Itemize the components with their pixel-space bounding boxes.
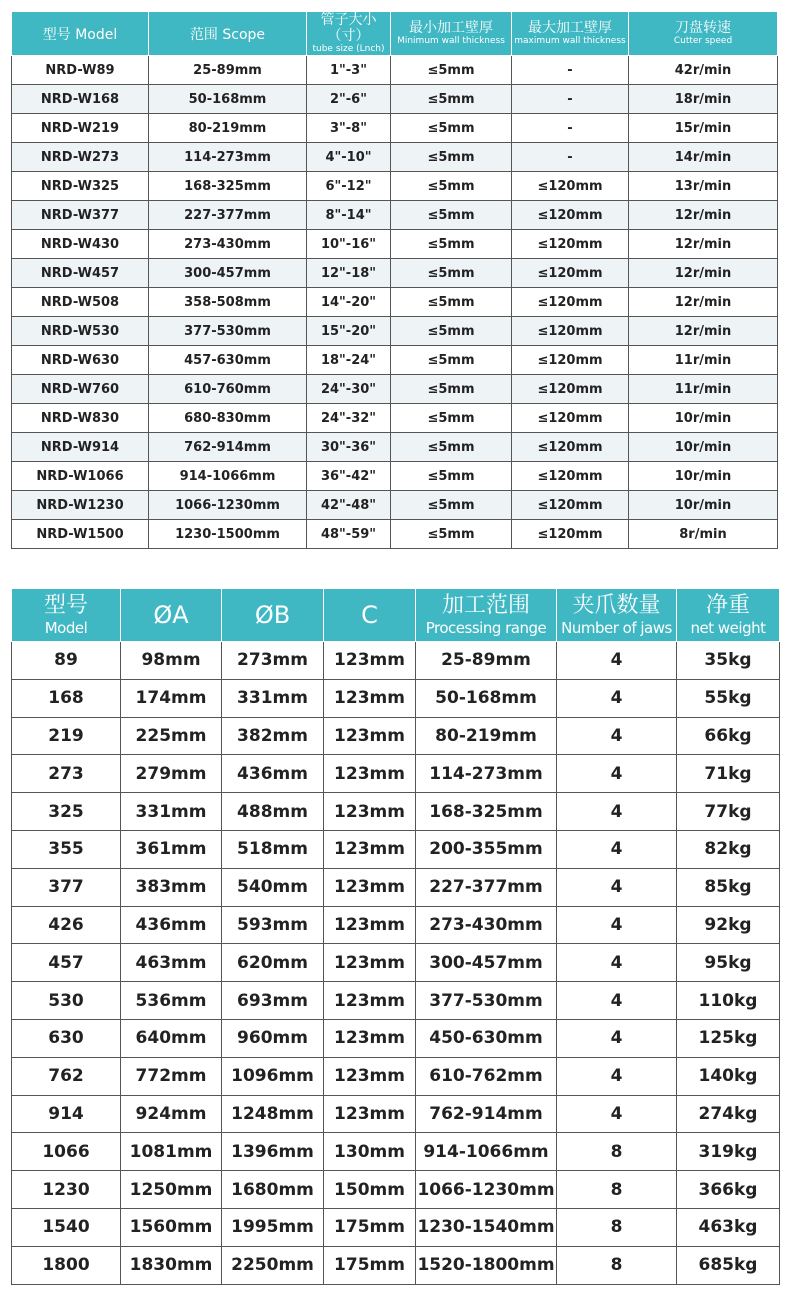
table-cell: 123mm: [324, 868, 416, 906]
table-cell: ≤5mm: [391, 462, 512, 491]
table-cell: ≤120mm: [512, 201, 629, 230]
table-cell: 2"-6": [307, 85, 391, 114]
table-cell: 1520-1800mm: [416, 1246, 557, 1284]
table-row: [12, 1171, 780, 1209]
table-cell: 200-355mm: [416, 830, 557, 868]
table-row: [12, 679, 780, 717]
table-cell: 168: [12, 679, 121, 717]
table-row: [12, 642, 780, 680]
table-cell: ≤5mm: [391, 172, 512, 201]
table-cell: 488mm: [222, 793, 324, 831]
table-cell: NRD-W1230: [12, 491, 149, 520]
table-row: [12, 346, 778, 375]
table-row: [12, 830, 780, 868]
table-cell: 914: [12, 1095, 121, 1133]
table-cell: 274kg: [677, 1095, 780, 1133]
table-cell: 8: [557, 1208, 677, 1246]
table-cell: 24"-30": [307, 375, 391, 404]
table-cell: 3"-8": [307, 114, 391, 143]
table-cell: 95kg: [677, 944, 780, 982]
table-cell: 536mm: [121, 982, 222, 1020]
table-cell: 85kg: [677, 868, 780, 906]
table-cell: 331mm: [121, 793, 222, 831]
table-row: [12, 288, 778, 317]
table-cell: 123mm: [324, 1057, 416, 1095]
table-cell: 1830mm: [121, 1246, 222, 1284]
table-cell: 8: [557, 1133, 677, 1171]
table-cell: 4: [557, 906, 677, 944]
table-cell: ≤5mm: [391, 288, 512, 317]
table-row: [12, 717, 780, 755]
table-cell: 383mm: [121, 868, 222, 906]
table-cell: 12r/min: [629, 259, 778, 288]
table-cell: NRD-W430: [12, 230, 149, 259]
table-cell: 8r/min: [629, 520, 778, 549]
table-row: [12, 230, 778, 259]
table-cell: 89: [12, 642, 121, 680]
table-cell: 123mm: [324, 1095, 416, 1133]
table-cell: 8"-14": [307, 201, 391, 230]
table-cell: NRD-W1066: [12, 462, 149, 491]
table-cell: ≤120mm: [512, 346, 629, 375]
table-cell: 4: [557, 982, 677, 1020]
table-cell: 593mm: [222, 906, 324, 944]
table-cell: 457-630mm: [149, 346, 307, 375]
table-cell: 1230: [12, 1171, 121, 1209]
table-cell: 80-219mm: [416, 717, 557, 755]
table-cell: 426: [12, 906, 121, 944]
table-cell: ≤5mm: [391, 375, 512, 404]
table-cell: ≤120mm: [512, 520, 629, 549]
table-cell: 377-530mm: [149, 317, 307, 346]
header-diameter-b: ØB: [222, 589, 324, 642]
table-row: [12, 755, 780, 793]
table-cell: 1066-1230mm: [149, 491, 307, 520]
table-row: [12, 1057, 780, 1095]
table-cell: ≤120mm: [512, 375, 629, 404]
table-cell: ≤5mm: [391, 143, 512, 172]
table-header-row: [12, 12, 778, 56]
table-cell: ≤5mm: [391, 491, 512, 520]
table-cell: 762-914mm: [416, 1095, 557, 1133]
table-cell: 13r/min: [629, 172, 778, 201]
table-cell: 227-377mm: [149, 201, 307, 230]
table-cell: 2250mm: [222, 1246, 324, 1284]
table-cell: 25-89mm: [149, 56, 307, 85]
table-cell: 123mm: [324, 642, 416, 680]
table-cell: 123mm: [324, 1019, 416, 1057]
table-cell: 55kg: [677, 679, 780, 717]
table-cell: 80-219mm: [149, 114, 307, 143]
table-cell: 71kg: [677, 755, 780, 793]
header-net-weight: 净重 net weight: [677, 589, 780, 642]
table-cell: 50-168mm: [416, 679, 557, 717]
table-cell: 11r/min: [629, 346, 778, 375]
table-cell: 123mm: [324, 679, 416, 717]
table-cell: -: [512, 85, 629, 114]
table-body: [12, 642, 780, 1285]
table-cell: 1250mm: [121, 1171, 222, 1209]
table-row: [12, 520, 778, 549]
table-cell: 123mm: [324, 793, 416, 831]
table-cell: 10r/min: [629, 433, 778, 462]
table-cell: 8: [557, 1171, 677, 1209]
table-cell: 319kg: [677, 1133, 780, 1171]
table-cell: 914-1066mm: [416, 1133, 557, 1171]
table-cell: 227-377mm: [416, 868, 557, 906]
table-cell: 1995mm: [222, 1208, 324, 1246]
table-cell: 1066: [12, 1133, 121, 1171]
table-cell: 377-530mm: [416, 982, 557, 1020]
table-cell: ≤120mm: [512, 172, 629, 201]
table-cell: 331mm: [222, 679, 324, 717]
table-cell: 4: [557, 1095, 677, 1133]
table-cell: ≤5mm: [391, 433, 512, 462]
table-cell: 1230-1540mm: [416, 1208, 557, 1246]
table-cell: 123mm: [324, 830, 416, 868]
table-row: [12, 56, 778, 85]
table-cell: 540mm: [222, 868, 324, 906]
header-c: C: [324, 589, 416, 642]
table-row: [12, 1246, 780, 1284]
header-model: 型号 Model: [12, 12, 149, 56]
table-row: [12, 793, 780, 831]
table-cell: 130mm: [324, 1133, 416, 1171]
table-cell: 1540: [12, 1208, 121, 1246]
table-cell: 18"-24": [307, 346, 391, 375]
table-row: [12, 868, 780, 906]
table-cell: 8: [557, 1246, 677, 1284]
table-row: [12, 462, 778, 491]
table-row: [12, 944, 780, 982]
table-cell: 15r/min: [629, 114, 778, 143]
header-diameter-a: ØA: [121, 589, 222, 642]
table-cell: ≤120mm: [512, 230, 629, 259]
table-cell: 325: [12, 793, 121, 831]
table-row: [12, 85, 778, 114]
table-cell: 174mm: [121, 679, 222, 717]
table-cell: 12r/min: [629, 230, 778, 259]
table-cell: 10r/min: [629, 462, 778, 491]
table-cell: 4: [557, 830, 677, 868]
table-cell: ≤120mm: [512, 491, 629, 520]
table-cell: ≤120mm: [512, 404, 629, 433]
table-row: [12, 491, 778, 520]
table-cell: 960mm: [222, 1019, 324, 1057]
table-cell: 35kg: [677, 642, 780, 680]
table-cell: 10"-16": [307, 230, 391, 259]
table-cell: 25-89mm: [416, 642, 557, 680]
table-cell: 168-325mm: [416, 793, 557, 831]
table-cell: ≤5mm: [391, 346, 512, 375]
table-cell: 175mm: [324, 1246, 416, 1284]
table-cell: 273-430mm: [416, 906, 557, 944]
table-row: [12, 1095, 780, 1133]
table-cell: 610-760mm: [149, 375, 307, 404]
table-cell: ≤5mm: [391, 56, 512, 85]
header-model: 型号 Model: [12, 589, 121, 642]
table-cell: 1680mm: [222, 1171, 324, 1209]
table-cell: 436mm: [222, 755, 324, 793]
table-cell: 123mm: [324, 717, 416, 755]
chuck-spec-table: [11, 588, 780, 1285]
table-cell: NRD-W325: [12, 172, 149, 201]
table-cell: 6"-12": [307, 172, 391, 201]
table-cell: 168-325mm: [149, 172, 307, 201]
table-cell: 30"-36": [307, 433, 391, 462]
table-row: [12, 317, 778, 346]
table-cell: ≤5mm: [391, 85, 512, 114]
table-cell: 123mm: [324, 906, 416, 944]
table-cell: 4: [557, 944, 677, 982]
table-cell: 1096mm: [222, 1057, 324, 1095]
table-cell: 4: [557, 793, 677, 831]
table-cell: 11r/min: [629, 375, 778, 404]
table-cell: 225mm: [121, 717, 222, 755]
table-cell: 4"-10": [307, 143, 391, 172]
table-cell: 219: [12, 717, 121, 755]
table-cell: ≤5mm: [391, 404, 512, 433]
table-cell: 14"-20": [307, 288, 391, 317]
table-cell: ≤5mm: [391, 259, 512, 288]
table-cell: 42r/min: [629, 56, 778, 85]
table-body: [12, 56, 778, 549]
table-cell: 518mm: [222, 830, 324, 868]
table-cell: 273mm: [222, 642, 324, 680]
table-cell: 18r/min: [629, 85, 778, 114]
table-cell: 12r/min: [629, 201, 778, 230]
table-row: [12, 906, 780, 944]
table-cell: 358-508mm: [149, 288, 307, 317]
table-cell: 98mm: [121, 642, 222, 680]
table-cell: 463kg: [677, 1208, 780, 1246]
table-cell: ≤5mm: [391, 317, 512, 346]
table-row: [12, 172, 778, 201]
table-row: [12, 114, 778, 143]
header-cutter-speed: 刀盘转速 Cutter speed: [629, 12, 778, 56]
table-cell: 48"-59": [307, 520, 391, 549]
table-cell: 377: [12, 868, 121, 906]
header-scope: 范围 Scope: [149, 12, 307, 56]
table-cell: 1396mm: [222, 1133, 324, 1171]
table-cell: NRD-W914: [12, 433, 149, 462]
table-cell: 685kg: [677, 1246, 780, 1284]
table-cell: 4: [557, 642, 677, 680]
table-cell: NRD-W760: [12, 375, 149, 404]
table-cell: NRD-W377: [12, 201, 149, 230]
table-cell: 77kg: [677, 793, 780, 831]
table-cell: 273: [12, 755, 121, 793]
table-cell: 123mm: [324, 944, 416, 982]
table-cell: 680-830mm: [149, 404, 307, 433]
table-cell: 620mm: [222, 944, 324, 982]
table-cell: 12"-18": [307, 259, 391, 288]
table-row: [12, 1133, 780, 1171]
table-cell: 50-168mm: [149, 85, 307, 114]
header-min-wall: 最小加工壁厚 Minimum wall thickness: [391, 12, 512, 56]
table-cell: 300-457mm: [149, 259, 307, 288]
table-cell: NRD-W1500: [12, 520, 149, 549]
table-cell: 125kg: [677, 1019, 780, 1057]
header-processing-range: 加工范围 Processing range: [416, 589, 557, 642]
table-cell: 92kg: [677, 906, 780, 944]
table-cell: 914-1066mm: [149, 462, 307, 491]
table-cell: 640mm: [121, 1019, 222, 1057]
table-cell: NRD-W530: [12, 317, 149, 346]
table-cell: 366kg: [677, 1171, 780, 1209]
table-cell: ≤5mm: [391, 520, 512, 549]
table-row: [12, 201, 778, 230]
table-row: [12, 982, 780, 1020]
table-cell: 4: [557, 755, 677, 793]
table-cell: 175mm: [324, 1208, 416, 1246]
table-cell: -: [512, 143, 629, 172]
pipe-cutter-spec-table: [11, 11, 778, 549]
table-cell: 450-630mm: [416, 1019, 557, 1057]
table-cell: ≤120mm: [512, 259, 629, 288]
table-cell: 273-430mm: [149, 230, 307, 259]
table-cell: 66kg: [677, 717, 780, 755]
table-cell: 4: [557, 679, 677, 717]
table-cell: ≤120mm: [512, 433, 629, 462]
table-cell: 14r/min: [629, 143, 778, 172]
table-cell: 1081mm: [121, 1133, 222, 1171]
table-cell: 114-273mm: [416, 755, 557, 793]
table-cell: 457: [12, 944, 121, 982]
table-cell: 12r/min: [629, 288, 778, 317]
table-cell: 4: [557, 868, 677, 906]
table-cell: 114-273mm: [149, 143, 307, 172]
table-cell: 693mm: [222, 982, 324, 1020]
table-cell: 42"-48": [307, 491, 391, 520]
table-cell: 300-457mm: [416, 944, 557, 982]
table-cell: 1066-1230mm: [416, 1171, 557, 1209]
table-cell: 382mm: [222, 717, 324, 755]
table-cell: 463mm: [121, 944, 222, 982]
table-cell: ≤120mm: [512, 288, 629, 317]
table-cell: 1248mm: [222, 1095, 324, 1133]
table-cell: NRD-W89: [12, 56, 149, 85]
table-cell: 123mm: [324, 982, 416, 1020]
table-cell: 355: [12, 830, 121, 868]
table-cell: 762: [12, 1057, 121, 1095]
table-cell: ≤5mm: [391, 201, 512, 230]
table-cell: NRD-W630: [12, 346, 149, 375]
table-cell: 924mm: [121, 1095, 222, 1133]
table-cell: 82kg: [677, 830, 780, 868]
table-cell: -: [512, 114, 629, 143]
table-cell: 4: [557, 1019, 677, 1057]
table-cell: NRD-W219: [12, 114, 149, 143]
table-cell: 123mm: [324, 755, 416, 793]
table-cell: NRD-W273: [12, 143, 149, 172]
table-cell: 1800: [12, 1246, 121, 1284]
table-row: [12, 259, 778, 288]
header-tube-size: 管子大小（寸） tube size (Lnch): [307, 12, 391, 56]
table-cell: 15"-20": [307, 317, 391, 346]
table-cell: 610-762mm: [416, 1057, 557, 1095]
table-cell: NRD-W457: [12, 259, 149, 288]
table-cell: 110kg: [677, 982, 780, 1020]
table-cell: 279mm: [121, 755, 222, 793]
table-cell: 140kg: [677, 1057, 780, 1095]
table-cell: ≤120mm: [512, 317, 629, 346]
table-cell: ≤120mm: [512, 462, 629, 491]
table-cell: 150mm: [324, 1171, 416, 1209]
table-cell: 630: [12, 1019, 121, 1057]
table-cell: 1230-1500mm: [149, 520, 307, 549]
table-row: [12, 433, 778, 462]
table-cell: 36"-42": [307, 462, 391, 491]
header-jaws: 夹爪数量 Number of jaws: [557, 589, 677, 642]
table-cell: 772mm: [121, 1057, 222, 1095]
table-header-row: [12, 589, 780, 642]
table-cell: -: [512, 56, 629, 85]
table-cell: 1560mm: [121, 1208, 222, 1246]
table-cell: 12r/min: [629, 317, 778, 346]
table-cell: NRD-W830: [12, 404, 149, 433]
table-cell: 10r/min: [629, 491, 778, 520]
table-cell: NRD-W508: [12, 288, 149, 317]
table-cell: 762-914mm: [149, 433, 307, 462]
header-max-wall: 最大加工壁厚 maximum wall thickness: [512, 12, 629, 56]
table-row: [12, 375, 778, 404]
table-cell: NRD-W168: [12, 85, 149, 114]
table-cell: 436mm: [121, 906, 222, 944]
table-cell: 4: [557, 1057, 677, 1095]
table-cell: 530: [12, 982, 121, 1020]
table-cell: 10r/min: [629, 404, 778, 433]
table-cell: ≤5mm: [391, 230, 512, 259]
table-row: [12, 404, 778, 433]
table-cell: 1"-3": [307, 56, 391, 85]
table-row: [12, 1208, 780, 1246]
table-cell: 24"-32": [307, 404, 391, 433]
table-row: [12, 143, 778, 172]
table-row: [12, 1019, 780, 1057]
table-cell: 361mm: [121, 830, 222, 868]
table-cell: ≤5mm: [391, 114, 512, 143]
table-cell: 4: [557, 717, 677, 755]
